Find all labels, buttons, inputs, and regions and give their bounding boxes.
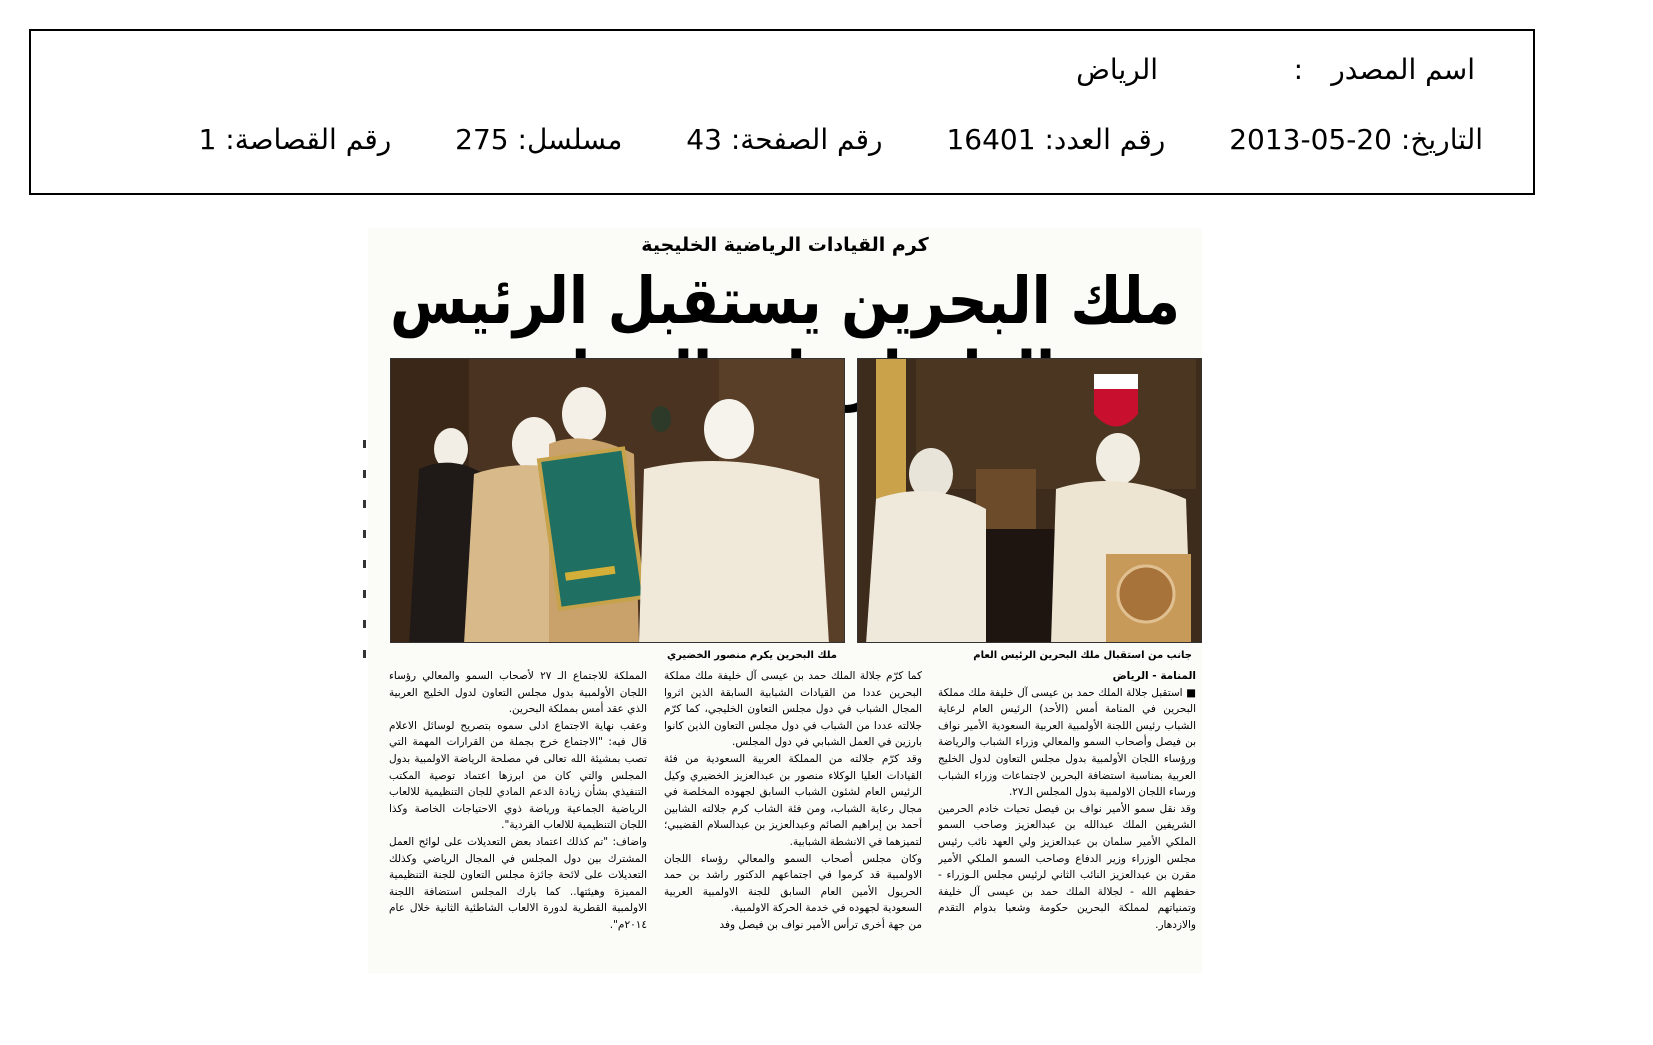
- honoring-photo: [390, 358, 845, 643]
- date-field: التاريخ: 20-05-2013: [1229, 123, 1483, 156]
- reception-photo: [857, 358, 1202, 643]
- paragraph: وقد كرّم جلالته من المملكة العربية السعودية من فئة القيادات العليا الوكلاء منصور بن عبدالعزيز الخضيري وكيل الرئيس العام لشئون الشباب السابق لجهوده المخلصة في مجال رعاية الشباب، ومن فئة الشاب كرم جلالته الشابين أحمد بن إبراهيم الصائم وعبدالعزيز بن عبدالسلام القضيبي؛ لتميزهما في الانشطة الشبابية.: [664, 752, 922, 848]
- paragraph: ■ استقبل جلالة الملك حمد بن عيسى آل خليفة ملك مملكة البحرين في المنامة أمس (الأحد) الرئيس العام لرعاية الشباب رئيس اللجنة الأولمبية العربية السعودية الأمير نواف بن فيصل وأصحاب السمو والمعالي وزراء الشباب والرياضة ورؤساء اللجان الأولمبية بدول مجلس التعاون لدول الخليج العربية بمناسبة استضافة البحرين لاجتماعات وزراء الشباب ورساء اللجان الاولمبية بدول المجلس الـ٢٧.: [938, 686, 1196, 799]
- source-label: اسم المصدر: [1331, 53, 1475, 86]
- paragraph: وقد نقل سمو الأمير نواف بن فيصل تحيات خادم الحرمين الشريفين الملك عبدالله بن عبدالعزيز وصاحب السمو الملكي الأمير سلمان بن عبدالعزيز ولي العهد نائب رئيس مجلس الوزراء وزير الدفاع وصاحب السمو الملكي الأمير مقرن بن عبدالعزيز النائب الثاني لرئيس مجلس الـوزراء - حفظهم الله - لجلالة الملك حمد بن عيسى آل خليفة وتمنياتهم لمملكة البحرين حكومة وشعبا بدوام التقدم والازدهار.: [938, 802, 1196, 931]
- photo-caption-reception: جانب من استقبال ملك البحرين الرئيس العام: [973, 650, 1192, 661]
- article-kicker: كرم القيادات الرياضية الخليجية: [641, 234, 929, 256]
- serial-field: مسلسل: 275: [455, 123, 623, 156]
- paragraph: وكان مجلس أصحاب السمو والمعالي رؤساء اللجان الاولمبية قد كرموا في اجتماعهم الدكتور راشد بن حمد الحريول الأمين العام السابق للجنة الاولمبية العربية السعودية لجهوده في خدمة الحركة الاولمبية.: [664, 852, 922, 915]
- article-column-1: [938, 668, 1196, 973]
- metadata-row: [144, 123, 1483, 156]
- article-headline: ملك البحرين يستقبل الرئيس: [390, 264, 1180, 339]
- clip-number-field: رقم القصاصة: 1: [198, 123, 392, 156]
- paragraph: واضاف: "تم كذلك اعتماد بعض التعديلات على لوائح العمل المشترك بين دول المجلس في المجال الرياضي وكذلك التعديلات على لائحة جائزة مجلس التعاون للجنة التنظيمية المميزة وهيئتها.. كما بارك المجلس استضافة اللجنة الاولمبية القطرية لدورة الالعاب الشاطئية الثانية خلال عام ٢٠١٤م".: [389, 835, 647, 931]
- reception-photo-illustration: [857, 359, 1201, 643]
- issue-field: رقم العدد: 16401: [946, 123, 1166, 156]
- dateline: المنامة - الرياض: [1112, 670, 1196, 682]
- newspaper-clipping: [368, 228, 1202, 973]
- paragraph: من جهة أخرى ترأس الأمير نواف بن فيصل وفد: [719, 918, 922, 931]
- clipping-header: [29, 29, 1535, 195]
- photo-caption-honoring: ملك البحرين يكرم منصور الخضيري: [667, 650, 837, 661]
- article-column-2: [664, 668, 922, 973]
- page-field: رقم الصفحة: 43: [686, 123, 883, 156]
- article-column-3: [389, 668, 647, 973]
- source-value: الرياض: [1076, 53, 1158, 86]
- paragraph: كما كرّم جلالة الملك حمد بن عيسى آل خليفة ملك مملكة البحرين عددا من القيادات الشبابية السابقة الذين اثروا المجال الشباب في دول مجلس التعاون الخليجي، كما كرّم جلالته عددا من الشباب في دول مجلس التعاون الذين كانوا بارزين في العمل الشبابي في دول المجلس.: [664, 670, 922, 749]
- source-colon: :: [1293, 53, 1303, 86]
- paragraph: وعقب نهاية الاجتماع ادلى سموه بتصريح لوسائل الاعلام قال فيه: "الاجتماع خرج بجملة من القرارات المهمة التي تصب بمشيئة الله تعالى في مصلحة الرياضة الاولمبية بدول المجلس والتي كان من ابرزها اعتماد توصية المكتب التنفيذي بشأن زيادة الدعم المادي للجان التنظيمية للالعاب الرياضية الجماعية ورياضة ذوي الاحتياجات الخاصة وكذا اللجان التنظيمية للالعاب الفردية".: [389, 719, 647, 832]
- paragraph: المملكة للاجتماع الـ ٢٧ لأصحاب السمو والمعالي رؤساء اللجان الأولمبية بدول مجلس التعاون لدول الخليج العربية الذي عقد أمس بمملكة البحرين.: [389, 670, 647, 716]
- honoring-photo-illustration: [390, 359, 844, 643]
